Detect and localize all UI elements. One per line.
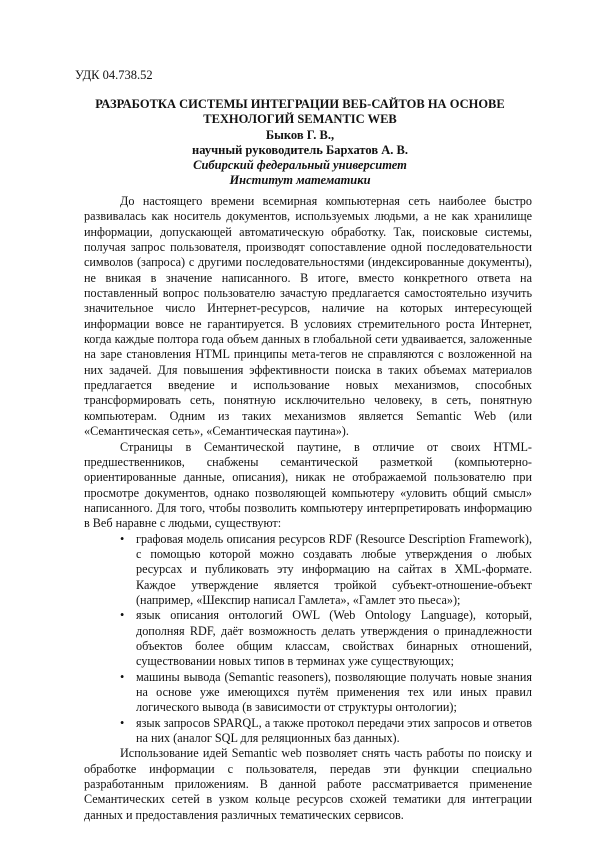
technology-list	[84, 532, 532, 747]
university-name: Сибирский федеральный университет	[193, 158, 407, 173]
bullet-icon: •	[120, 715, 125, 730]
list-item-reasoners	[120, 669, 532, 716]
institute-name: Институт математики	[229, 173, 371, 188]
list-item-text: графовая модель описания ресурсов RDF (Resource Description Framework), с помощью которой можно создавать любые утверждения о любых ресурсах и публиковать эту информацию на сайтах в XML-формате. Каждое утверждение является тройкой субъект-отношение-объект (например, «Шекспир написал Гамлета», «Гамлет это пьеса»);	[136, 531, 532, 607]
list-item-text: машины вывода (Semantic reasoners), позволяющие получать новые знания на основе уже имеющихся путём применения тех или иных правил логического вывода (в зависимости от структуры онтологии);	[136, 669, 532, 715]
list-item-sparql	[120, 715, 532, 747]
title-line-1: РАЗРАБОТКА СИСТЕМЫ ИНТЕГРАЦИИ ВЕБ-САЙТОВ НА ОСНОВЕ	[95, 97, 505, 111]
list-item-rdf	[120, 531, 532, 609]
author-name: Быков Г. В.,	[265, 127, 335, 142]
article-header	[80, 97, 520, 189]
bullet-icon: •	[120, 669, 125, 684]
supervisor-name: научный руководитель Бархатов А. В.	[192, 142, 408, 157]
paragraph-conclusion: Использование идей Semantic web позволяет снять часть работы по поиску и обработке информации с пользователя, передав эти функции специально разработанным приложениям. В данной работе рассматривается применение Семантических сетей в узком кольце ресурсов схожей тематики для интеграции данных и предоставления различных тематических сервисов.	[84, 746, 532, 822]
bullet-icon: •	[120, 608, 125, 623]
bullet-icon: •	[120, 531, 125, 546]
list-item-text: язык запросов SPARQL, а также протокол передачи этих запросов и ответов на них (аналог SQL для реляционных баз данных).	[136, 715, 532, 746]
article-body	[84, 194, 532, 823]
list-item-owl	[120, 608, 532, 669]
udk-code: УДК 04.738.52	[75, 68, 153, 82]
list-item-text: язык описания онтологий OWL (Web Ontology Language), который, дополняя RDF, даёт возможность делать утверждения о принадлежности объектов более общим классам, свойствах бинарных отношений, существовании новых типов в терминах уже существующих;	[136, 608, 532, 669]
paragraph-semantic-pages: Страницы в Семантической паутине, в отличие от своих HTML-предшественников, снабжены семантической разметкой (компьютерно-ориентированные данные, описания), никак не отображаемой пользователю при просмотре документов, однако позволяющей компьютеру «уловить общий смысл» написанного. Для того, чтобы позволить компьютеру интерпретировать информацию в Веб наравне с людьми, существуют:	[84, 439, 532, 531]
paragraph-intro: До настоящего времени всемирная компьютерная сеть наиболее быстро развивалась как носитель документов, используемых людьми, а не как хранилище информации, допускающей автоматическую обработку. Так, поисковые системы, получая запрос пользователя, производят сопоставление одной последовательности символов (запроса) с другими последовательностями (индексированные документы), не вникая в значение написанного. В итоге, вместо конкретного ответа на поставленный вопрос пользователю зачастую предлагается самостоятельно изучить значительное число Интернет-ресурсов, наличие на которых интересующей информации вовсе не гарантируется. В условиях стремительного роста Интернет, когда каждые полтора года объем данных в глобальной сети удваивается, заложенные на заре становления HTML принципы мета-тегов не справляются с возложенной на них задачей. Для повышения эффективности поиска в таких объемах материалов предлагается введение и использование новых механизмов, способных трансформировать сеть, понятную исключительно человеку, в сеть, понятную компьютерам. Одним из таких механизмов является Semantic Web (или «Семантическая сеть», «Семантическая паутина»).	[84, 194, 532, 439]
title-line-2: ТЕХНОЛОГИЙ SEMANTIC WEB	[203, 112, 397, 127]
